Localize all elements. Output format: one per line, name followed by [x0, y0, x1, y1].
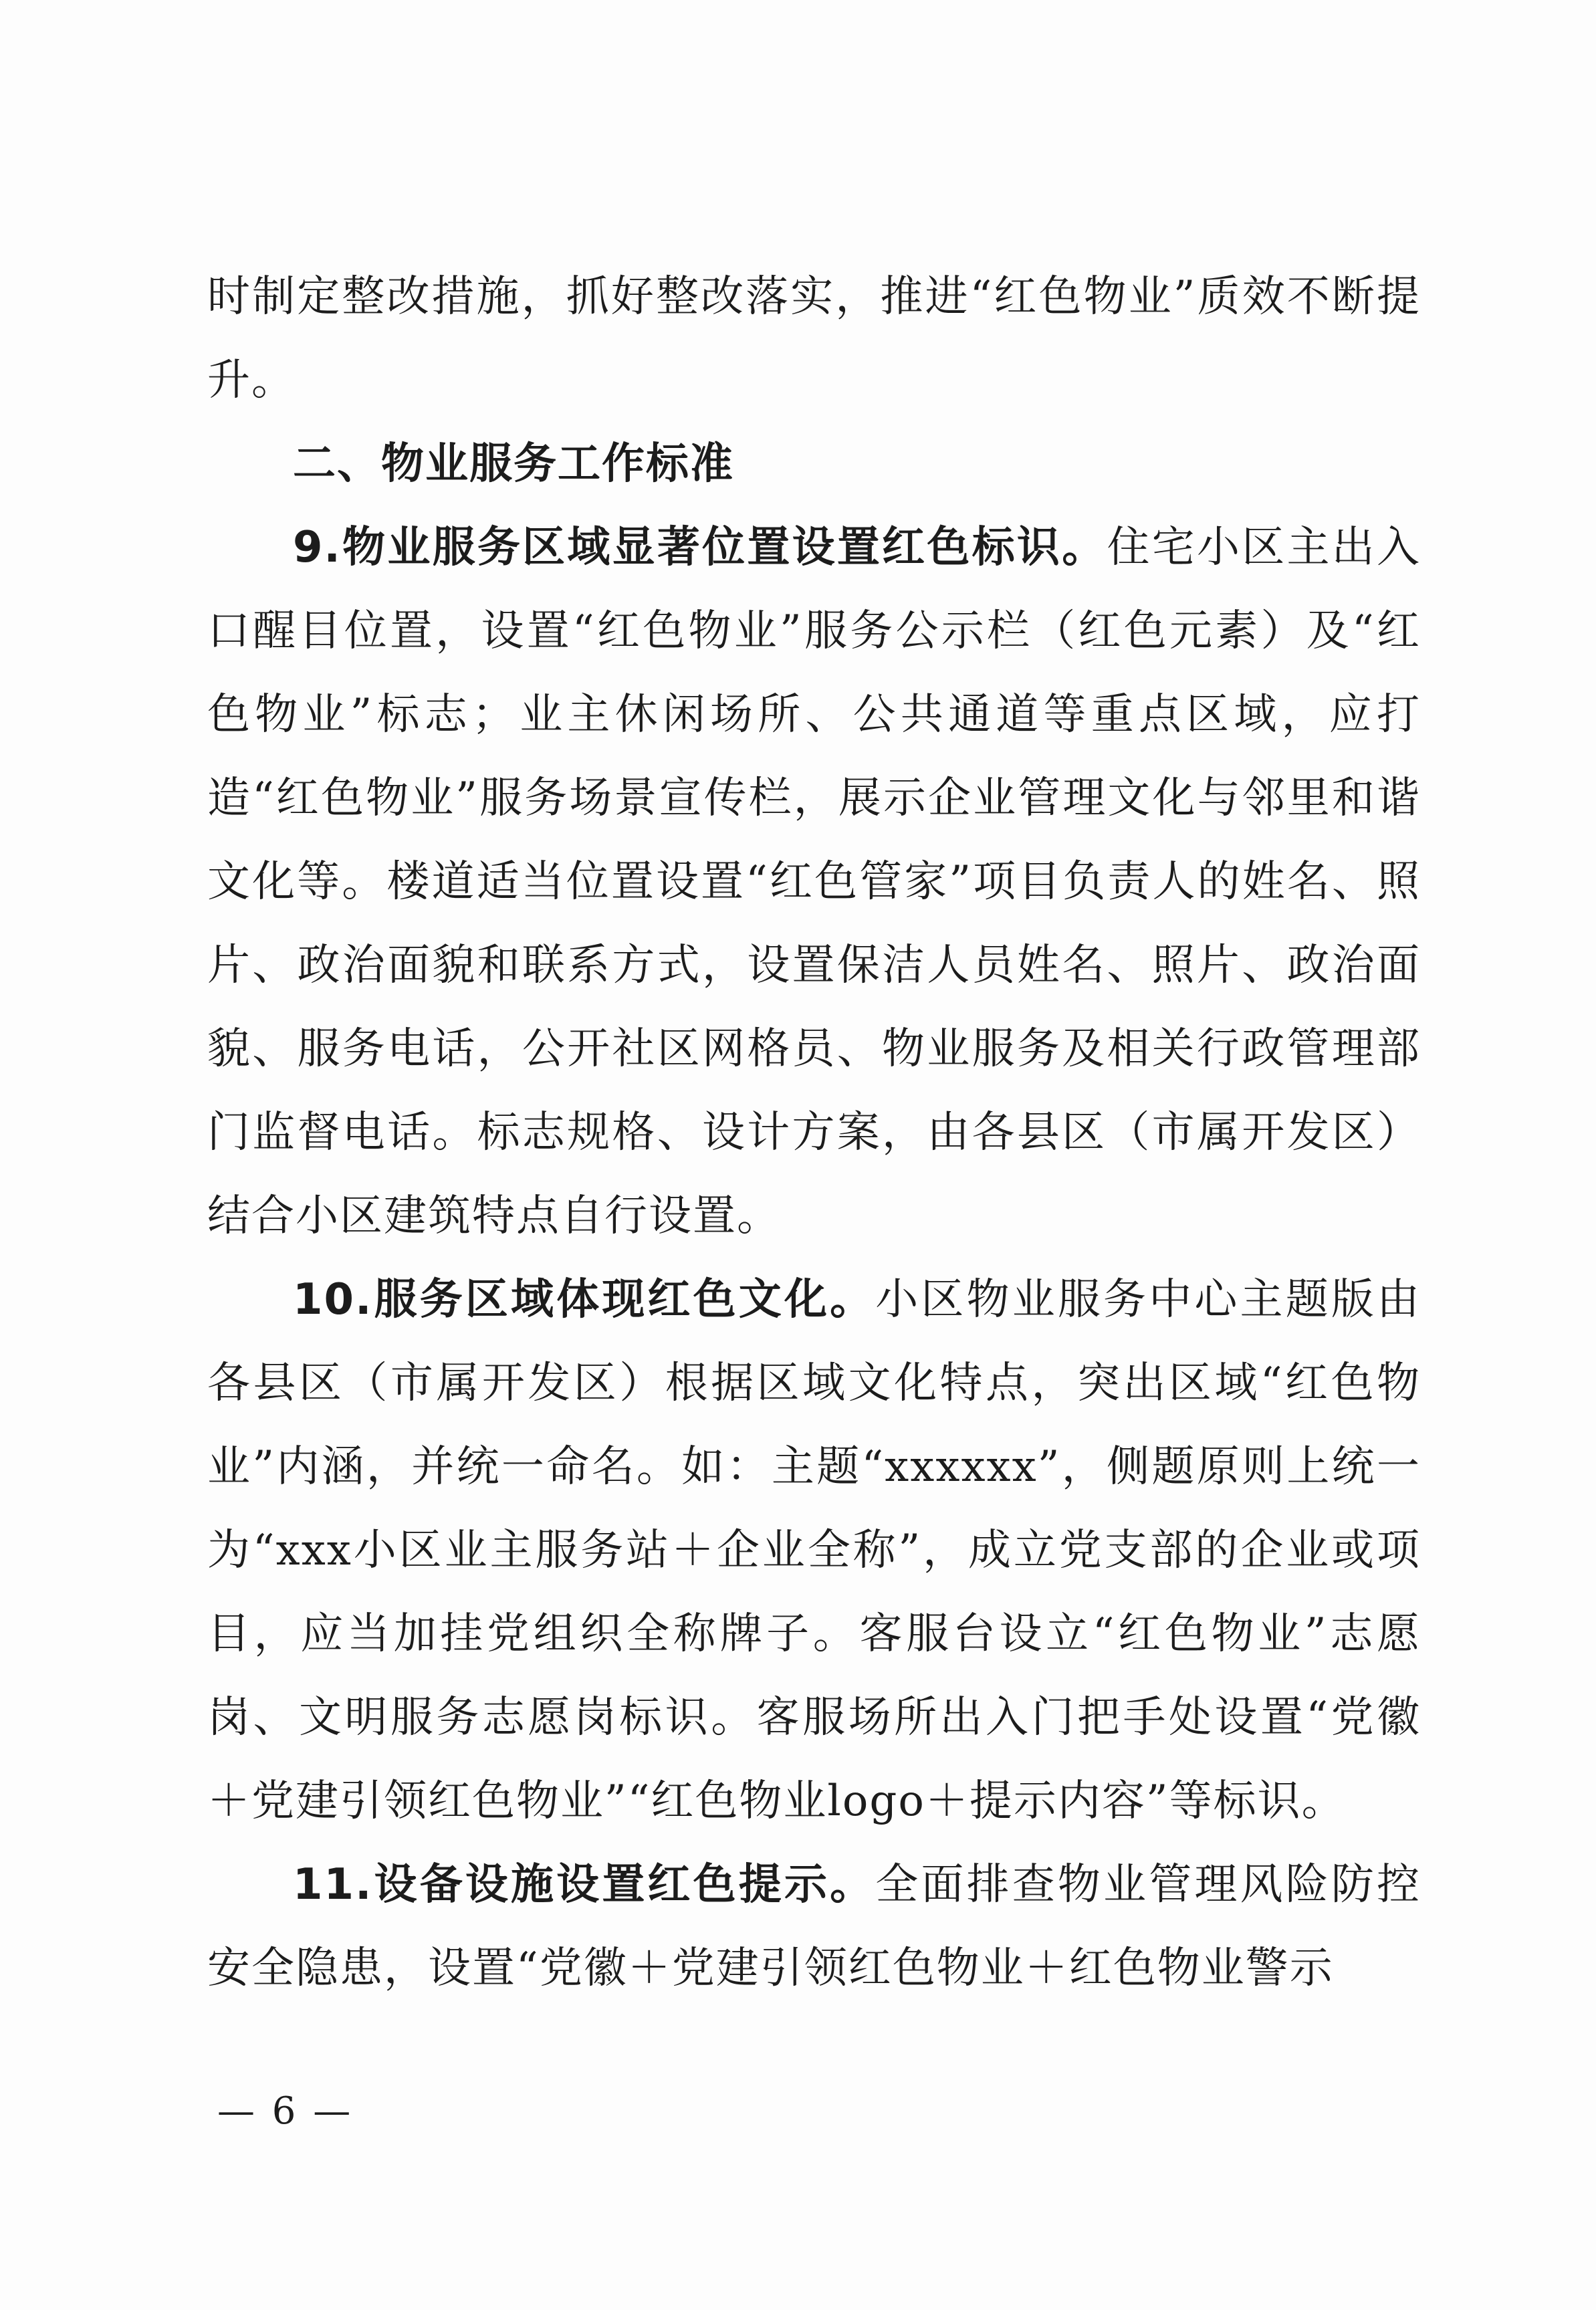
- section-heading: [207, 423, 1421, 506]
- item-10-text: 小区物业服务中心主题版由各县区（市属开发区）根据区域文化特点，突出区域“红色物业”内涵，并统一命名。如：主题“xxxxxx”，侧题原则上统一为“xxx小区业主服务站＋企业全称”，成立党支部的企业或项目，应当加挂党组织全称牌子。客服台设立“红色物业”志愿岗、文明服务志愿岗标识。客服场所出入门把手处设置“党徽＋党建引领红色物业”“红色物业logo＋提示内容”等标识。: [207, 1275, 1421, 1826]
- item-9-text: 住宅小区主出入口醒目位置，设置“红色物业”服务公示栏（红色元素）及“红色物业”标志；业主休闲场所、公共通道等重点区域，应打造“红色物业”服务场景宣传栏，展示企业管理文化与邻里和谐文化等。楼道适当位置设置“红色管家”项目负责人的姓名、照片、政治面貌和联系方式，设置保洁人员姓名、照片、政治面貌、服务电话，公开社区网格员、物业服务及相关行政管理部门监督电话。标志规格、设计方案，由各县区（市属开发区）结合小区建筑特点自行设置。: [207, 523, 1421, 1241]
- item-11-text: 全面排查物业管理风险防控安全隐患，设置“党徽＋党建引领红色物业＋红色物业警示: [207, 1860, 1421, 1993]
- section-heading-text: 二、物业服务工作标准: [293, 439, 734, 489]
- item-9-lead: 9.物业服务区域显著位置设置红色标识。: [293, 523, 1107, 572]
- page-number: — 6 —: [217, 2089, 354, 2133]
- paragraph-item-11: [207, 1843, 1421, 2010]
- body-text: [207, 255, 1421, 2010]
- paragraph-text: 时制定整改措施，抓好整改落实，推进“红色物业”质效不断提升。: [207, 272, 1421, 405]
- item-11-lead: 11.设备设施设置红色提示。: [293, 1860, 876, 1910]
- paragraph-continuation: [207, 255, 1421, 423]
- paragraph-item-9: [207, 506, 1421, 1258]
- item-10-lead: 10.服务区域体现红色文化。: [293, 1275, 876, 1324]
- paragraph-item-10: [207, 1258, 1421, 1843]
